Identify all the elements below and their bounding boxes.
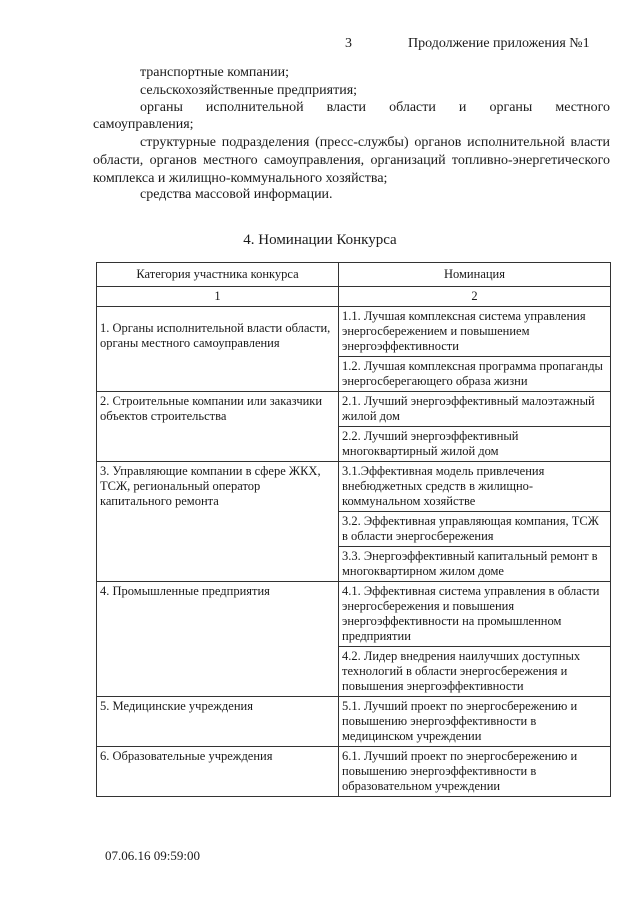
intro-word: местного xyxy=(555,100,610,115)
nomination-cell: 1.2. Лучшая комплексная программа пропаганды энергосберегающего образа жизни xyxy=(339,357,611,392)
table-row xyxy=(97,392,611,427)
category-cell: 3. Управляющие компании в сфере ЖКХ, ТСЖ, региональный оператор капитального ремонта xyxy=(97,462,339,582)
nomination-cell: 4.1. Эффективная система управления в области энергосбережения и повышения энергоэффективности на промышленном предприятии xyxy=(339,582,611,647)
nomination-cell: 1.1. Лучшая комплексная система управления энергосбережением и повышением энергоэффективности xyxy=(339,307,611,357)
nomination-cell: 3.1.Эффективная модель привлечения внебюджетных средств в жилищно-коммунальном хозяйстве xyxy=(339,462,611,512)
table-number-cell: 1 xyxy=(97,287,339,307)
table-row xyxy=(97,307,611,357)
page-number: 3 xyxy=(345,36,352,51)
nomination-cell: 4.2. Лидер внедрения наилучших доступных технологий в области энергосбережения и повышения энергоэффективности xyxy=(339,647,611,697)
category-cell: 1. Органы исполнительной власти области, органы местного самоуправления xyxy=(97,307,339,392)
table-header-cell: Номинация xyxy=(339,263,611,287)
nominations-table xyxy=(96,262,611,797)
intro-line-4: самоуправления; xyxy=(93,117,194,132)
intro-line-2: сельскохозяйственные предприятия; xyxy=(140,83,358,98)
intro-line-5: средства массовой информации. xyxy=(140,187,333,202)
category-cell: 2. Строительные компании или заказчики объектов строительства xyxy=(97,392,339,462)
section-title: 4. Номинации Конкурса xyxy=(243,232,397,248)
category-cell: 6. Образовательные учреждения xyxy=(97,747,339,797)
category-cell: 5. Медицинские учреждения xyxy=(97,697,339,747)
intro-word: исполнительной xyxy=(205,100,304,115)
appendix-note: Продолжение приложения №1 xyxy=(408,36,590,51)
intro-word: власти xyxy=(326,100,367,115)
nomination-cell: 6.1. Лучший проект по энергосбережению и повышению энергоэффективности в образовательном учреждении xyxy=(339,747,611,797)
intro-word: органы xyxy=(489,100,533,115)
table-number-row xyxy=(97,287,611,307)
table-row xyxy=(97,697,611,747)
table-row xyxy=(97,747,611,797)
category-cell: 4. Промышленные предприятия xyxy=(97,582,339,697)
table-header-cell: Категория участника конкурса xyxy=(97,263,339,287)
footer-timestamp: 07.06.16 09:59:00 xyxy=(105,848,200,863)
table-row xyxy=(97,462,611,512)
nomination-cell: 3.2. Эффективная управляющая компания, ТСЖ в области энергосбережения xyxy=(339,512,611,547)
table-row xyxy=(97,582,611,647)
intro-word: и xyxy=(458,100,467,115)
table-number-cell: 2 xyxy=(339,287,611,307)
intro-word: области xyxy=(389,100,436,115)
nomination-cell: 2.2. Лучший энергоэффективный многоквартирный жилой дом xyxy=(339,427,611,462)
intro-word: органы xyxy=(140,100,183,115)
nomination-cell: 5.1. Лучший проект по энергосбережению и повышению энергоэффективности в медицинском учреждении xyxy=(339,697,611,747)
table-header-row xyxy=(97,263,611,287)
intro-line-1: транспортные компании; xyxy=(140,65,290,80)
nomination-cell: 3.3. Энергоэффективный капитальный ремонт в многоквартирном жилом доме xyxy=(339,547,611,582)
nomination-cell: 2.1. Лучший энергоэффективный малоэтажный жилой дом xyxy=(339,392,611,427)
intro-paragraph-2: структурные подразделения (пресс-службы) органов исполнительной власти области, органов местного самоуправления, организаций топливно-энергетического комплекса и жилищно-коммунального хозяйства; xyxy=(93,135,610,186)
intro-line-3 xyxy=(140,99,610,117)
